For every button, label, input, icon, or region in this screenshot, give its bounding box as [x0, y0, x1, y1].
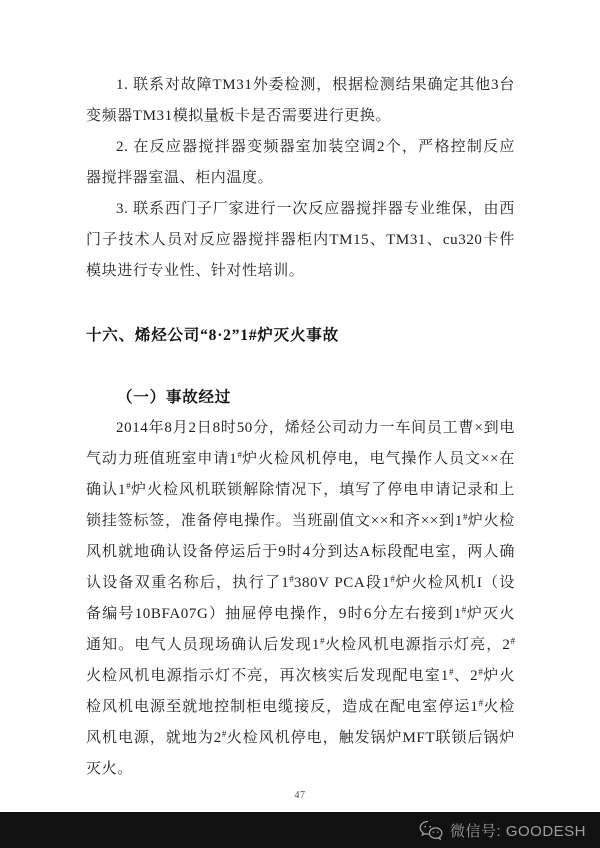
list-item-1: 1. 联系对故障TM31外委检测，根据检测结果确定其他3台变频器TM31模拟量板卡是否需要进行更换。 — [86, 77, 515, 124]
page-number: 47 — [294, 790, 306, 801]
footer-bar — [0, 812, 600, 848]
section-heading: 十六、烯烃公司“8·2”1#炉灭火事故 — [86, 327, 339, 344]
wechat-label: 微信号: GOODESH — [449, 822, 586, 840]
subsection-heading: （一）事故经过 — [117, 389, 232, 406]
wechat-icon — [419, 820, 443, 840]
document-content — [86, 70, 515, 785]
list-item-2: 2. 在反应器搅拌器变频器室加装空调2个，严格控制反应器搅拌器室温、柜内温度。 — [86, 139, 515, 186]
accident-paragraph: 2014年8月2日8时50分，烯烃公司动力一车间员工曹×到电气动力班值班室申请1#炉火检风机停电，电气操作人员文××在确认1#炉火检风机联锁解除情况下，填写了停电申请记录和上锁挂签标签，准备停电操作。当班副值文××和齐××到1#炉火检风机就地确认设备停运后于9时4分到达A标段配电室，两人确认设备双重名称后，执行了1#380V PCA段1#炉火检风机I（设备编号10BFA07G）抽屉停电操作，9时6分左右接到1#炉灭火通知。电气人员现场确认后发现1#火检风机电源指示灯亮，2#火检风机电源指示灯不亮，再次核实后发现配电室1#、2#炉火检风机电源至就地控制柜电缆接反，造成在配电室停运1#火检风机电源，就地为2#火检风机停电，触发锅炉MFT联锁后锅炉灭火。 — [86, 420, 516, 777]
list-item-3: 3. 联系西门子厂家进行一次反应器搅拌器专业维保，由西门子技术人员对反应器搅拌器柜内TM15、TM31、cu320卡件模块进行专业性、针对性培训。 — [86, 201, 515, 279]
